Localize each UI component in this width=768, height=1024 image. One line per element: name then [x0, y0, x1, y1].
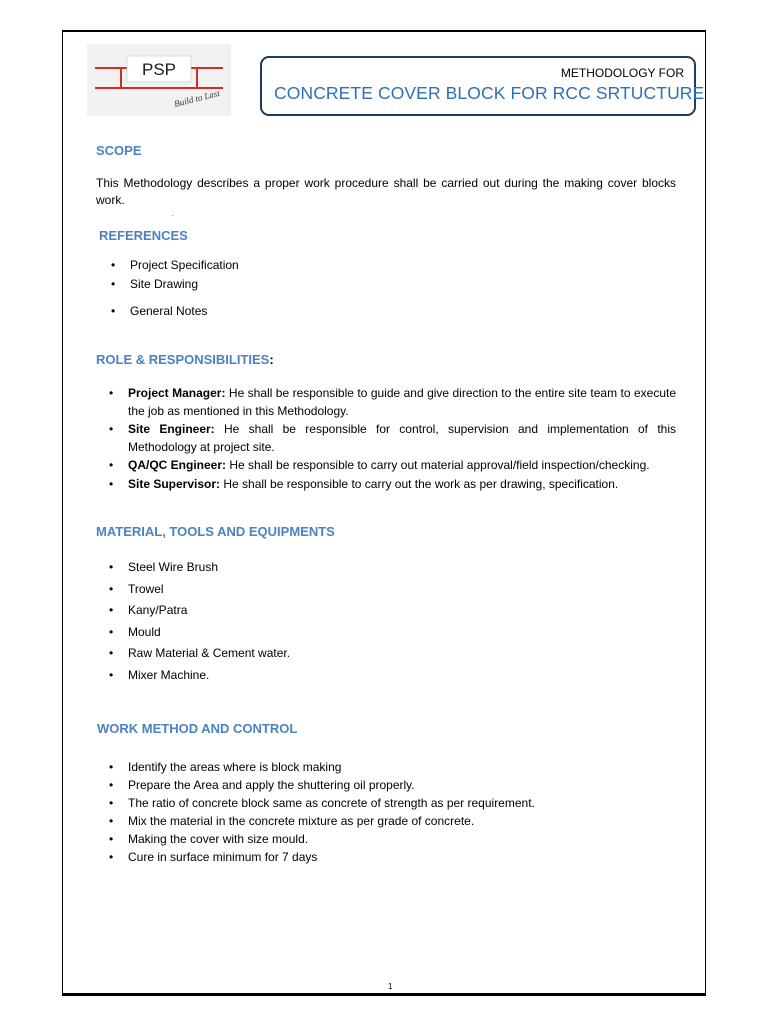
- bullet-icon: •: [109, 814, 114, 828]
- bullet-icon: •: [109, 603, 114, 617]
- list-item: • Steel Wire Brush: [98, 557, 498, 579]
- bullet-icon: •: [109, 832, 114, 846]
- bullet-icon: •: [109, 386, 114, 400]
- bullet-icon: •: [109, 778, 114, 792]
- bullet-icon: •: [109, 624, 114, 639]
- document-title: CONCRETE COVER BLOCK FOR RCC SRTUCTURE: [274, 83, 705, 103]
- bullet-icon: •: [111, 277, 116, 291]
- list-item: • Site Drawing: [111, 277, 199, 291]
- bullet-icon: •: [109, 760, 114, 774]
- bullet-icon: •: [109, 458, 114, 472]
- list-item: • Cure in surface minimum for 7 days: [109, 850, 318, 864]
- list-item: • Project Manager: He shall be responsible to guide and give direction to the entire site team to execute the job as mentioned in this Methodology.: [109, 386, 676, 418]
- list-item: • Trowel: [98, 579, 498, 601]
- list-item: • Site Engineer: He shall be responsible for control, supervision and implementation of this Methodology at project site.: [109, 422, 676, 454]
- roles-heading: ROLE & RESPONSIBILITIES:: [96, 352, 274, 367]
- references-list: [100, 256, 400, 320]
- bullet-icon: •: [111, 304, 116, 318]
- list-item: • General Notes: [111, 304, 208, 318]
- bullet-icon: •: [109, 850, 114, 864]
- work-method-heading: WORK METHOD AND CONTROL: [97, 721, 298, 736]
- scope-text: This Methodology describes a proper work procedure shall be carried out during the making cover blocks work.: [96, 176, 676, 207]
- bullet-icon: •: [109, 581, 114, 596]
- list-item: • Site Supervisor: He shall be responsible to carry out the work as per drawing, specification.: [98, 476, 676, 494]
- references-heading: REFERENCES: [99, 228, 188, 243]
- bullet-icon: •: [109, 560, 114, 574]
- list-item: • Mix the material in the concrete mixture as per grade of concrete.: [109, 814, 475, 828]
- materials-heading: MATERIAL, TOOLS AND EQUIPMENTS: [96, 524, 335, 539]
- list-item: • QA/QC Engineer: He shall be responsible to carry out material approval/field inspection/checking.: [98, 457, 676, 475]
- logo-text: PSP: [141, 60, 177, 79]
- list-item: • Mixer Machine.: [98, 665, 498, 687]
- work-method-list: [98, 758, 678, 866]
- bullet-icon: •: [109, 667, 114, 682]
- bullet-icon: •: [109, 796, 114, 810]
- page-number: 1: [388, 982, 393, 991]
- list-item: • Identify the areas where is block making: [109, 760, 342, 774]
- document-title-box: [260, 56, 705, 116]
- bullet-icon: •: [109, 646, 114, 660]
- list-item: • Project Specification: [111, 258, 239, 272]
- list-item: • Kany/Patra: [98, 600, 498, 622]
- bullet-icon: •: [111, 258, 116, 272]
- bullet-icon: •: [109, 422, 114, 436]
- list-item: • Mould: [98, 622, 498, 644]
- roles-list: [98, 385, 676, 494]
- bullet-icon: •: [109, 476, 114, 491]
- psp-logo-graphic: [87, 44, 231, 116]
- list-item: • Prepare the Area and apply the shuttering oil properly.: [109, 778, 415, 792]
- methodology-subtitle: METHODOLOGY FOR: [560, 66, 684, 80]
- materials-list: [98, 557, 498, 686]
- list-item: • The ratio of concrete block same as concrete of strength as per requirement.: [109, 796, 535, 810]
- company-logo: [87, 44, 231, 116]
- logo-tagline: Build to Last: [173, 87, 221, 109]
- list-item: • Making the cover with size mould.: [109, 832, 309, 846]
- list-item: • Raw Material & Cement water.: [98, 643, 498, 665]
- stray-dot: .: [172, 212, 174, 218]
- scope-heading: SCOPE: [96, 143, 142, 158]
